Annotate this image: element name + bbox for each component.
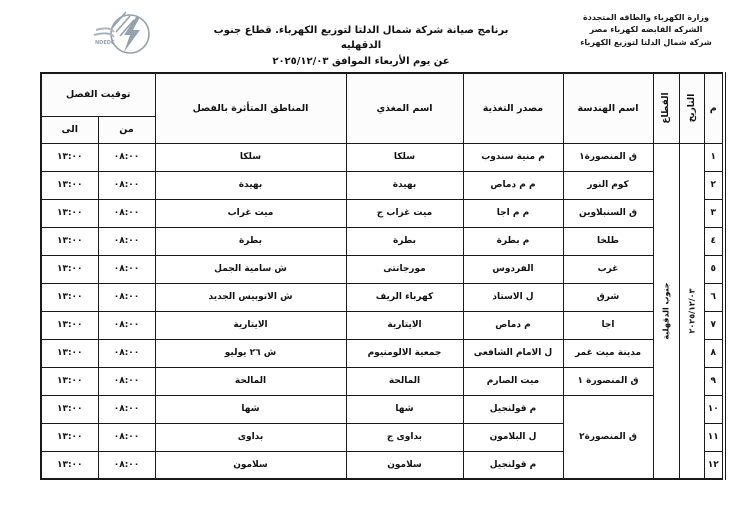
cell-time-to: ١٣:٠٠ [41, 143, 98, 171]
cell-affected-areas: بهيدة [155, 171, 346, 199]
table-row [41, 395, 724, 423]
cell-affected-areas: ش الاتوبيس الجديد [155, 283, 346, 311]
cell-feeding-source: م م دماص [463, 171, 563, 199]
cell-row-number: ٤ [704, 227, 724, 255]
table-row [41, 255, 724, 283]
cell-row-number: ٩ [704, 367, 724, 395]
logo-acronym-text: NDEDC [95, 40, 115, 46]
header-sector [653, 73, 679, 143]
cell-time-from: ٠٨:٠٠ [98, 143, 155, 171]
document-title [196, 23, 526, 70]
cell-feeder-name: بهيدة [346, 171, 463, 199]
header-outage-timing: توقيت الفصل [41, 73, 155, 116]
cell-feeder-name: بداوى ج [346, 423, 463, 451]
header-row-main [41, 73, 724, 116]
cell-time-from: ٠٨:٠٠ [98, 423, 155, 451]
header-engineering: اسم الهندسة [563, 73, 653, 143]
cell-engineering: اجا [563, 311, 653, 339]
table-row [41, 171, 724, 199]
header-to: الى [41, 116, 98, 143]
cell-affected-areas: بداوى [155, 423, 346, 451]
table-body [41, 143, 724, 479]
cell-feeding-source: م قولنجيل [463, 451, 563, 479]
cell-feeder-name: كهرباء الريف [346, 283, 463, 311]
cell-time-to: ١٣:٠٠ [41, 339, 98, 367]
cell-feeder-name: مورجانتى [346, 255, 463, 283]
cell-date-merged [679, 143, 704, 479]
cell-affected-areas: ش سامية الجمل [155, 255, 346, 283]
cell-affected-areas: المالحة [155, 367, 346, 395]
header-affected-areas: المناطق المتأثرة بالفصل [155, 73, 346, 143]
cell-time-to: ١٣:٠٠ [41, 199, 98, 227]
letterhead-line-holding: الشركه القابضه لكهرباء مصر [589, 25, 703, 35]
cell-time-to: ١٣:٠٠ [41, 283, 98, 311]
title-date-line: عن يوم الأربعاء الموافق ٢٠٢٥/١٢/٠٣ [272, 56, 450, 67]
cell-time-from: ٠٨:٠٠ [98, 339, 155, 367]
cell-row-number: ٦ [704, 283, 724, 311]
cell-engineering: طلخا [563, 227, 653, 255]
company-logo [82, 8, 162, 62]
cell-time-from: ٠٨:٠٠ [98, 227, 155, 255]
cell-time-to: ١٣:٠٠ [41, 451, 98, 479]
cell-row-number: ٧ [704, 311, 724, 339]
cell-affected-areas: سلكا [155, 143, 346, 171]
cell-feeding-source: ل البلامون [463, 423, 563, 451]
cell-sector-merged [653, 143, 679, 479]
cell-affected-areas: ش ٢٦ يوليو [155, 339, 346, 367]
table-row [41, 339, 724, 367]
letterhead-line-company: شركة شمال الدلتا لتوزيع الكهرباء [580, 37, 712, 47]
cell-row-number: ٣ [704, 199, 724, 227]
cell-engineering: ق المنصورة٢ [563, 395, 653, 479]
cell-affected-areas: شها [155, 395, 346, 423]
cell-engineering: كوم النور [563, 171, 653, 199]
cell-row-number: ٢ [704, 171, 724, 199]
header-from: من [98, 116, 155, 143]
cell-engineering: ق السنبلاوين [563, 199, 653, 227]
cell-row-number: ١٢ [704, 451, 724, 479]
cell-time-to: ١٣:٠٠ [41, 423, 98, 451]
company-letterhead [551, 12, 741, 49]
title-program-line: برنامج صيانة شركة شمال الدلتا لتوزيع الكهرباء. قطاع جنوب الدقهليه [213, 25, 509, 51]
cell-row-number: ١ [704, 143, 724, 171]
header-source: مصدر التغذية [463, 73, 563, 143]
cell-time-to: ١٣:٠٠ [41, 255, 98, 283]
cell-time-to: ١٣:٠٠ [41, 367, 98, 395]
cell-feeding-source: ل الاستاد [463, 283, 563, 311]
table-row [41, 311, 724, 339]
cell-feeding-source: ميت الصارم [463, 367, 563, 395]
cell-engineering: ق المنصورة ١ [563, 367, 653, 395]
table-row [41, 143, 724, 171]
cell-feeder-name: سلكا [346, 143, 463, 171]
cell-feeding-source: م م اجا [463, 199, 563, 227]
cell-time-from: ٠٨:٠٠ [98, 199, 155, 227]
table-row [41, 367, 724, 395]
cell-time-from: ٠٨:٠٠ [98, 451, 155, 479]
maintenance-schedule-table [40, 72, 726, 480]
cell-feeding-source: ل الامام الشافعى [463, 339, 563, 367]
cell-time-to: ١٣:٠٠ [41, 227, 98, 255]
cell-feeder-name: سلامون [346, 451, 463, 479]
cell-affected-areas: ميت غراب [155, 199, 346, 227]
cell-feeding-source: م قولنجيل [463, 395, 563, 423]
table-row [41, 227, 724, 255]
header-date [679, 73, 704, 143]
header-feeder: اسم المغذي [346, 73, 463, 143]
table-row [41, 283, 724, 311]
cell-engineering: شرق [563, 283, 653, 311]
cell-row-number: ٨ [704, 339, 724, 367]
cell-time-to: ١٣:٠٠ [41, 395, 98, 423]
cell-affected-areas: سلامون [155, 451, 346, 479]
cell-feeding-source: الفردوس [463, 255, 563, 283]
cell-row-number: ١٠ [704, 395, 724, 423]
cell-feeder-name: ميت غراب ج [346, 199, 463, 227]
cell-time-to: ١٣:٠٠ [41, 311, 98, 339]
header-number: م [704, 73, 724, 143]
header-date-label: التاريخ [686, 93, 697, 123]
cell-time-from: ٠٨:٠٠ [98, 255, 155, 283]
letterhead-line-ministry: وزارة الكهرباء والطاقه المتجددة [583, 13, 709, 22]
cell-row-number: ٥ [704, 255, 724, 283]
cell-time-from: ٠٨:٠٠ [98, 367, 155, 395]
cell-feeder-name: شها [346, 395, 463, 423]
cell-engineering: مدينة ميت غمر [563, 339, 653, 367]
cell-feeder-name: بطرة [346, 227, 463, 255]
cell-time-from: ٠٨:٠٠ [98, 311, 155, 339]
cell-engineering: ق المنصورة١ [563, 143, 653, 171]
cell-affected-areas: الايتارية [155, 311, 346, 339]
cell-engineering: غرب [563, 255, 653, 283]
table-row [41, 199, 724, 227]
cell-affected-areas: بطرة [155, 227, 346, 255]
cell-feeder-name: جمعية الالومنيوم [346, 339, 463, 367]
cell-feeder-name: المالحة [346, 367, 463, 395]
cell-time-to: ١٣:٠٠ [41, 171, 98, 199]
cell-feeder-name: الايتارية [346, 311, 463, 339]
cell-feeding-source: م بطرة [463, 227, 563, 255]
cell-row-number: ١١ [704, 423, 724, 451]
sector-value: جنوب الدقهلية [661, 282, 671, 340]
cell-time-from: ٠٨:٠٠ [98, 395, 155, 423]
cell-feeding-source: م دماص [463, 311, 563, 339]
date-value: ٢٠٢٥/١٢/٠٣ [687, 288, 696, 334]
lightning-logo-icon [82, 8, 162, 62]
cell-time-from: ٠٨:٠٠ [98, 171, 155, 199]
header-sector-label: القطاع [661, 92, 671, 124]
cell-time-from: ٠٨:٠٠ [98, 283, 155, 311]
cell-feeding-source: م منية سندوب [463, 143, 563, 171]
